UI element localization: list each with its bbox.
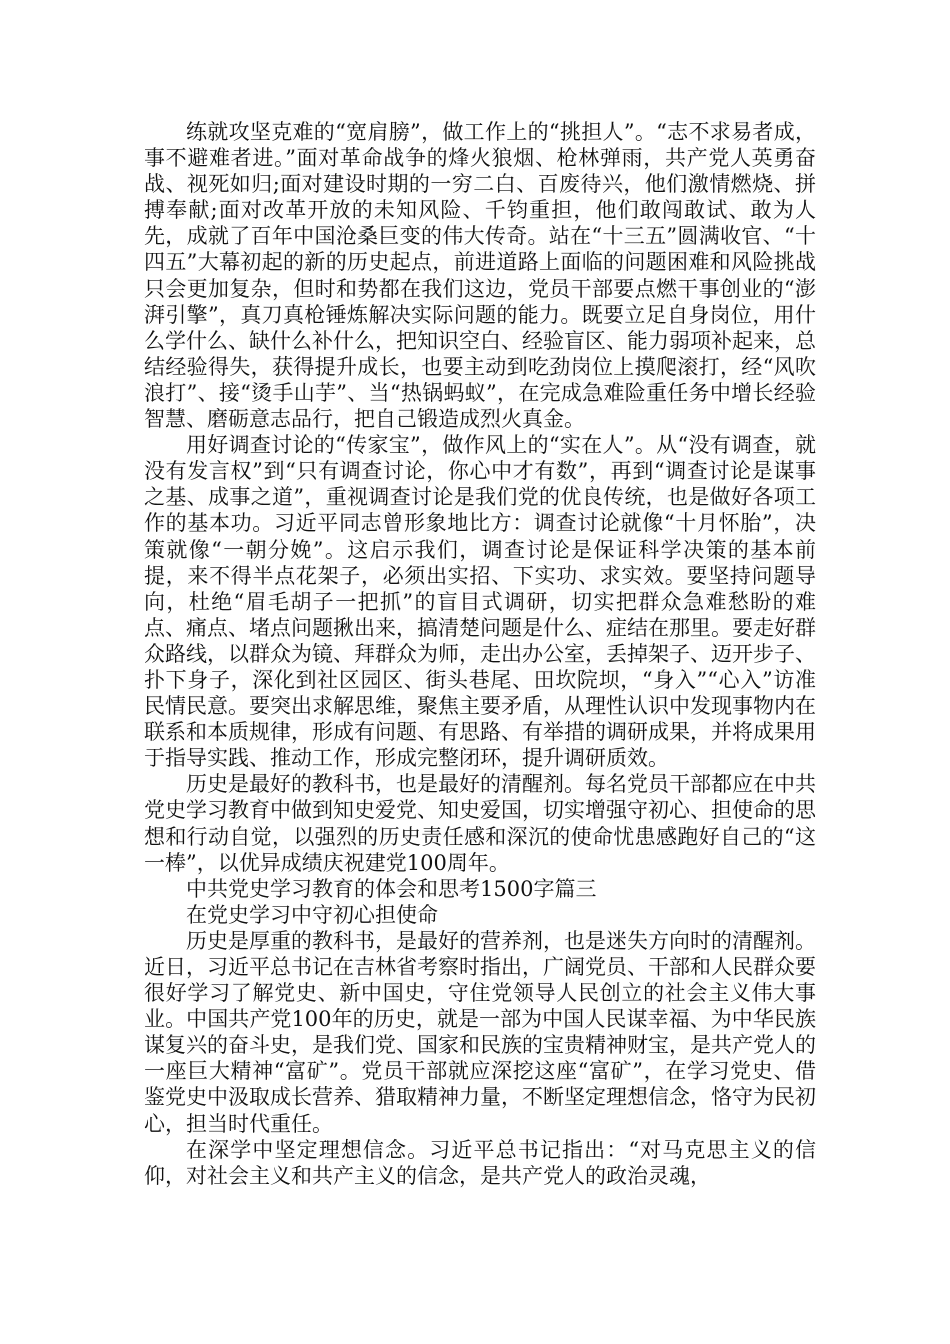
paragraph-history-nutrient: 历史是厚重的教科书，是最好的营养剂，也是迷失方向时的清醒剂。近日，习近平总书记在吉林省考察时指出，广阔党员、干部和人民群众要很好学习了解党史、新中国史，守住党领导人民创立的社会主义伟大事业。中国共产党100年的历史，就是一部为中国人民谋幸福、为中华民族谋复兴的奋斗史，是我们党、国家和民族的宝贵精神财宝，是共产党人的一座巨大精神“富矿”。党员干部就应深挖这座“富矿”，在学习党史、借鉴党史中汲取成长营养、猎取精神力量，不断坚定理想信念，恪守为民初心，担当时代重任。 bbox=[144, 928, 816, 1136]
article-title: 在党史学习中守初心担使命 bbox=[186, 902, 438, 927]
paragraph-history-textbook: 历史是最好的教科书，也是最好的清醒剂。每名党员干部都应在中共党史学习教育中做到知史爱党、知史爱国，切实增强守初心、担使命的思想和行动自觉，以强烈的历史责任感和深沉的使命忧患感跑好自己的“这一棒”，以优异成绩庆祝建党100周年。 bbox=[144, 772, 816, 875]
paragraph-investigation: 用好调查讨论的“传家宝”，做作风上的“实在人”。从“没有调查，就没有发言权”到“只有调查讨论，你心中才有数”，再到“调查讨论是谋事之基、成事之道”，重视调查讨论是我们党的优良传统，也是做好各项工作的基本功。习近平同志曾形象地比方：调查讨论就像“十月怀胎”，决策就像“一朝分娩”。这启示我们，调查讨论是保证科学决策的基本前提，来不得半点花架子，必须出实招、下实功、求实效。要坚持问题导向，杜绝“眉毛胡子一把抓”的盲目式调研，切实把群众急难愁盼的难点、痛点、堵点问题揪出来，搞清楚问题是什么、症结在那里。要走好群众路线，以群众为镜、拜群众为师，走出办公室，丢掉架子、迈开步子、扑下身子，深化到社区园区、街头巷尾、田坎院坝，“身入”“心入”访准民情民意。要突出求解思维，聚焦主要矛盾，从理性认识中发现事物内在联系和本质规律，形成有问题、有思路、有举措的调研成果，并将成果用于指导实践、推动工作，形成完整闭环，提升调研质效。 bbox=[144, 433, 816, 771]
section-title: 中共党史学习教育的体会和思考1500字篇三 bbox=[186, 876, 597, 901]
paragraph-shoulders: 练就攻坚克难的“宽肩膀”，做工作上的“挑担人”。“志不求易者成，事不避难者进。”面对革命战争的烽火狼烟、枪林弹雨，共产党人英勇奋战、视死如归;面对建设时期的一穷二白、百废待兴，他们激情燃烧、拼搏奉献;面对改革开放的未知风险、千钧重担，他们敢闯敢试、敢为人先，成就了百年中国沧桑巨变的伟大传奇。站在“十三五”圆满收官、“十四五”大幕初起的新的历史起点，前进道路上面临的问题困难和风险挑战只会更加复杂，但时和势都在我们这边，党员干部要点燃干事创业的“澎湃引擎”，真刀真枪锤炼解决实际问题的能力。既要立足自身岗位，用什么学什么、缺什么补什么，把知识空白、经验盲区、能力弱项补起来，总结经验得失，获得提升成长，也要主动到吃劲岗位上摸爬滚打，经“风吹浪打”、接“烫手山芋”、当“热锅蚂蚁”，在完成急难险重任务中增长经验智慧、磨砺意志品行，把自己锻造成烈火真金。 bbox=[144, 120, 816, 432]
document-body bbox=[144, 119, 816, 1189]
paragraph-ideals: 在深学中坚定理想信念。习近平总书记指出：“对马克思主义的信仰，对社会主义和共产主义的信念，是共产党人的政治灵魂， bbox=[144, 1137, 816, 1188]
